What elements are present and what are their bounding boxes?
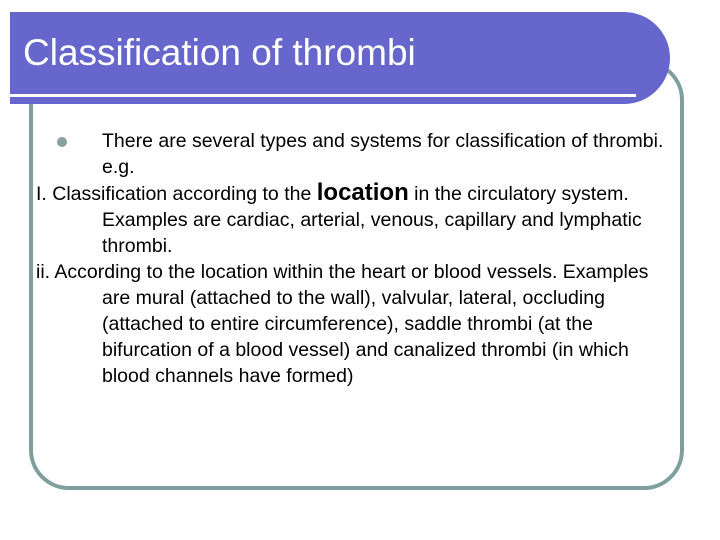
bullet-text: There are several types and systems for classification of thrombi. e.g.	[102, 130, 664, 178]
item1-emphasis: location	[316, 179, 409, 206]
slide-title: Classification of thrombi	[23, 32, 416, 73]
classification-item-2	[36, 259, 666, 389]
title-divider	[10, 94, 636, 97]
bullet-item	[36, 128, 666, 180]
bullet-dot-icon	[57, 137, 67, 147]
item2-text: ii. According to the location within the heart or blood vessels. Examples are mural (attached to the wall), valvular, lateral, occluding (attached to entire circumference), saddle thrombi (at the bifurcation of a blood vessel) and canalized thrombi (in which blood channels have formed)	[36, 261, 649, 387]
slide-body	[36, 128, 666, 389]
classification-item-1	[36, 180, 666, 259]
item1-suffix: in the circulatory system. Examples are cardiac, arterial, venous, capillary and lymphatic thrombi.	[102, 183, 642, 257]
item1-prefix: I. Classification according to the	[36, 183, 317, 205]
